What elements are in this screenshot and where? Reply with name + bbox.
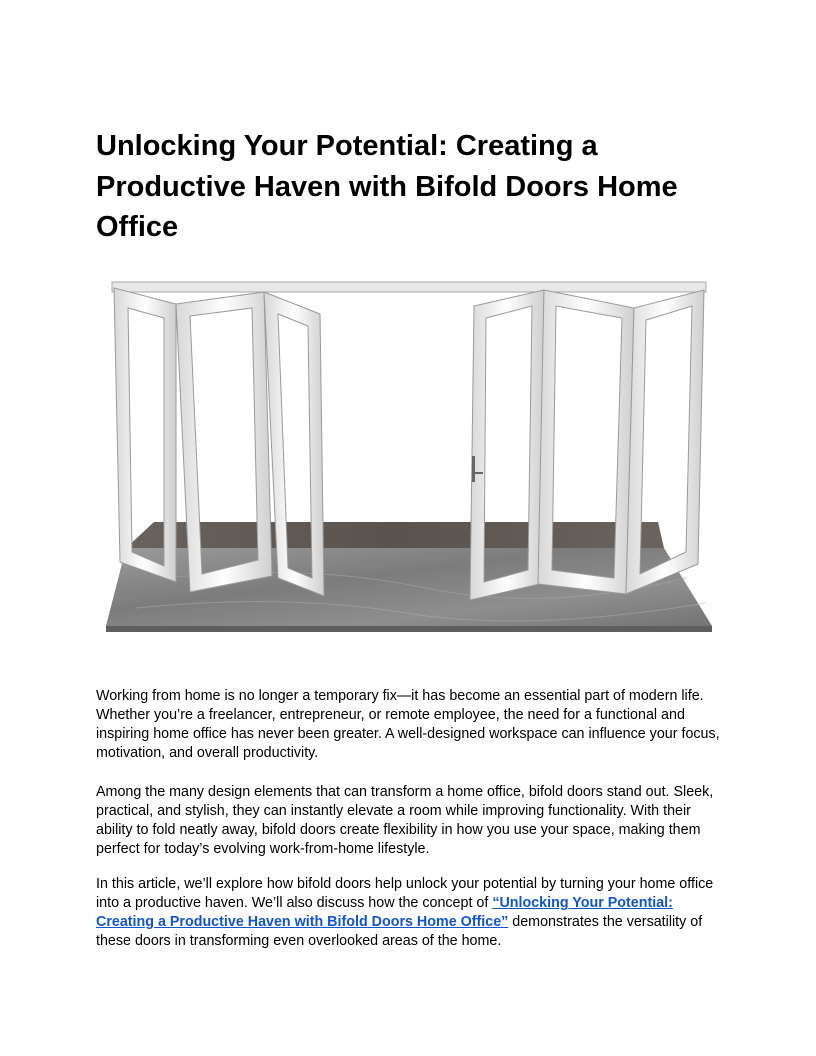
- design-paragraph: Among the many design elements that can transform a home office, bifold doors stand out. Sleek, practical, and stylish, they can instantly elevate a room while improving functionality. With their ability to fold neatly away, bifold doors create flexibility in how you use your space, making them perfect for today’s evolving work-from-home lifestyle.: [96, 784, 714, 857]
- bifold-doors-image: [106, 278, 712, 632]
- article-title-link[interactable]: “Unlocking Your Potential: Creating a Productive Haven with Bifold Doors Home Office”: [96, 895, 673, 930]
- overview-paragraph: [96, 875, 724, 951]
- top-track: [112, 282, 706, 292]
- article-title: Unlocking Your Potential: Creating a Productive Haven with Bifold Doors Home Office: [96, 130, 678, 243]
- overview-text-start: In this article, we’ll explore how bifold doors help unlock your potential by turning your home office into a productive haven. We’ll also discuss how the concept of: [96, 876, 714, 911]
- intro-paragraph: Working from home is no longer a temporary fix—it has become an essential part of modern life. Whether you’re a freelancer, entrepreneur, or remote employee, the need for a functional and inspiring home office has never been greater. A well-designed workspace can influence your focus, motivation, and overall productivity.: [96, 688, 720, 761]
- overview-text-end: demonstrates the versatility of these doors in transforming even overlooked areas of the home.: [96, 914, 703, 949]
